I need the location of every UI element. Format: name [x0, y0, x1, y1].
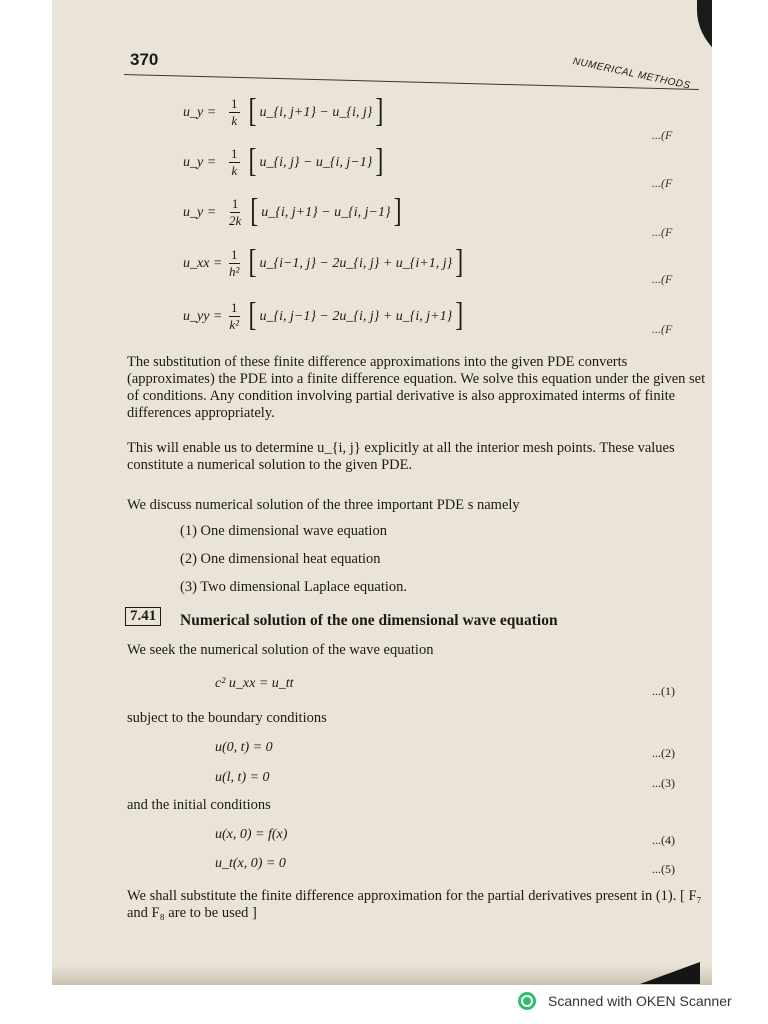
list-item: (3) Two dimensional Laplace equation.: [180, 579, 408, 595]
page-number: 370: [130, 50, 159, 69]
oken-scanner-logo-icon: [518, 990, 540, 1012]
wave-equation: c² u_xx = u_tt: [215, 676, 294, 691]
boundary-intro: subject to the boundary conditions: [127, 710, 327, 726]
list-item: (2) One dimensional heat equation: [180, 551, 381, 567]
paragraph-determine: This will enable us to determine u_{i, j} explicitly at all the interior mesh points. These values constitute a numerical solution to the given PDE.: [127, 440, 675, 473]
formula-tag: ...(F: [652, 176, 673, 190]
equation-tag: ...(3): [652, 776, 675, 790]
scanner-footer: [518, 990, 732, 1012]
formula-2: u_y = $\frac{1}{k}$ [ u_{i, j} − u_{i, j−1} ]: [183, 143, 384, 180]
formula-coefficient: $\frac{1}{k}$: [231, 96, 238, 128]
formula-tag: ...(F: [652, 225, 673, 239]
formula-3: u_y = $\frac{1}{2k}$ [ u_{i, j+1} − u_{i, j−1} ]: [183, 193, 402, 230]
header-rule: [124, 74, 699, 90]
equation-tag: ...(4): [652, 833, 675, 847]
equation-tag: ...(2): [652, 746, 675, 760]
equation-tag: ...(5): [652, 862, 675, 876]
formula-body: u_{i, j−1} − 2u_{i, j} + u_{i, j+1}: [259, 308, 453, 324]
boundary-condition-1: u(0, t) = 0: [215, 740, 273, 755]
formula-coefficient: $\frac{1}{k}$: [231, 146, 238, 178]
section-number: 7.41: [125, 607, 161, 626]
formula-tag: ...(F: [652, 128, 673, 142]
formula-body: u_{i−1, j} − 2u_{i, j} + u_{i+1, j}: [259, 255, 453, 271]
closing-paragraph: We shall substitute the finite difference approximation for the partial derivatives present in (1). [ F₇ and F₈ are to be used ]: [127, 888, 702, 921]
paragraph-discuss: We discuss numerical solution of the three important PDE s namely: [127, 497, 520, 513]
formula-body: u_{i, j+1} − u_{i, j−1}: [261, 204, 391, 220]
running-head: NUMERICAL METHODS: [571, 56, 692, 92]
formula-coefficient: $\frac{1}{\text{h²}}$: [229, 247, 240, 279]
page-corner-shadow: [697, 0, 712, 70]
formula-coefficient: $\frac{1}{\text{k²}}$: [229, 300, 240, 332]
section-intro: We seek the numerical solution of the wave equation: [127, 642, 434, 658]
paragraph-substitution: The substitution of these finite difference approximations into the given PDE converts (approximates) the PDE into a finite difference equation. We solve this equation under the given set of conditions. Any condition involving partial derivative is also approximated interms of finite differences appropriately.: [127, 354, 706, 421]
initial-condition-2: u_t(x, 0) = 0: [215, 856, 286, 871]
section-title: Numerical solution of the one dimensional wave equation: [180, 612, 558, 629]
page-bottom-edge: [52, 965, 712, 985]
formula-tag: ...(F: [652, 322, 673, 336]
initial-condition-1: u(x, 0) = f(x): [215, 827, 288, 842]
boundary-condition-2: u(l, t) = 0: [215, 770, 270, 785]
formula-tag: ...(F: [652, 272, 673, 286]
formula-1: u_y = $\frac{1}{k}$ [ u_{i, j+1} − u_{i, j} ]: [183, 93, 384, 130]
formula-4: u_xx = $\frac{1}{\text{h²}}$ [ u_{i−1, j} − 2u_{i, j} + u_{i+1, j} ]: [183, 244, 464, 281]
scanner-label: Scanned with OKEN Scanner: [548, 993, 732, 1009]
initial-intro: and the initial conditions: [127, 797, 271, 813]
formula-lhs: u_y =: [183, 104, 217, 120]
formula-coefficient: $\frac{1}{2k}$: [229, 196, 242, 228]
list-item: (1) One dimensional wave equation: [180, 523, 387, 539]
formula-body: u_{i, j+1} − u_{i, j}: [259, 104, 373, 120]
formula-body: u_{i, j} − u_{i, j−1}: [259, 154, 373, 170]
formula-5: u_yy = $\frac{1}{\text{k²}}$ [ u_{i, j−1} − 2u_{i, j} + u_{i, j+1} ]: [183, 297, 464, 334]
equation-tag: ...(1): [652, 684, 675, 698]
book-page: [52, 0, 712, 985]
